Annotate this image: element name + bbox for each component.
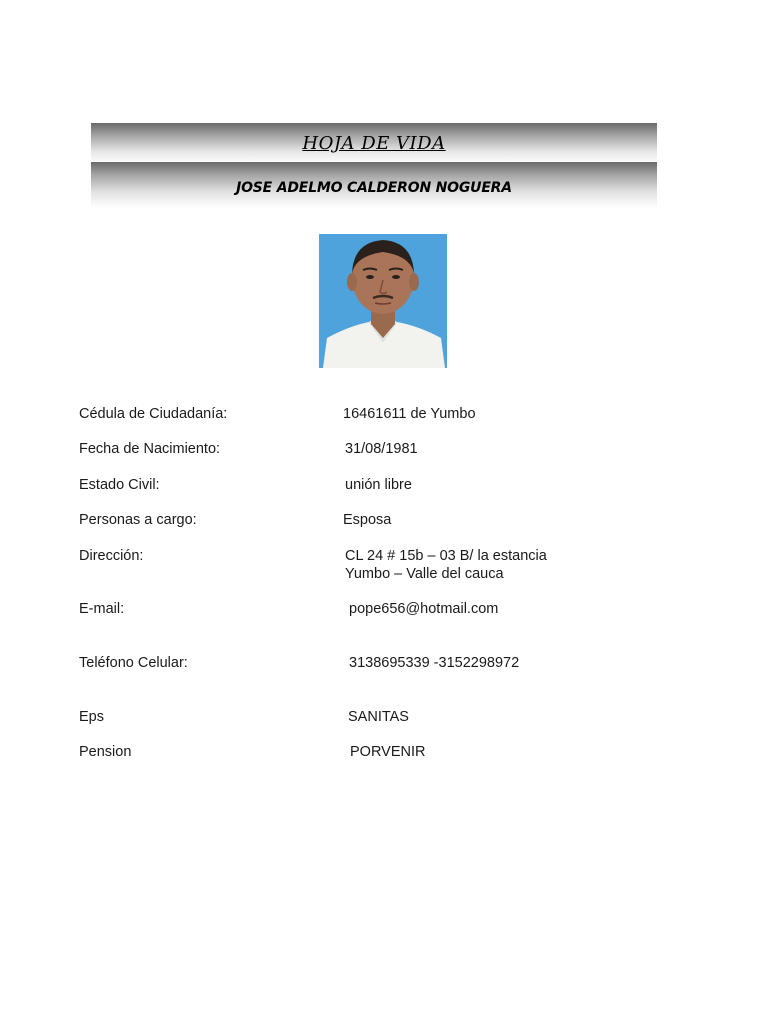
document-title: HOJA DE VIDA: [302, 133, 446, 154]
field-label: Eps: [79, 709, 104, 725]
field-value: CL 24 # 15b – 03 B/ la estancia: [345, 548, 547, 564]
field-value: SANITAS: [348, 709, 409, 725]
field-label: Personas a cargo:: [79, 512, 197, 528]
field-label: Teléfono Celular:: [79, 655, 188, 671]
field-label: Dirección:: [79, 548, 144, 564]
field-value: 16461611 de Yumbo: [343, 406, 476, 422]
field-label: Cédula de Ciudadanía:: [79, 406, 228, 422]
field-value: Esposa: [343, 512, 392, 528]
field-value: 3138695339 -3152298972: [349, 655, 520, 671]
field-label: Pension: [79, 744, 132, 760]
field-label: Fecha de Nacimiento:: [79, 441, 221, 457]
field-value: pope656@hotmail.com: [349, 601, 499, 617]
field-label: E-mail:: [79, 601, 125, 617]
profile-photo-image: [319, 234, 447, 368]
field-value: 31/08/1981: [345, 441, 418, 457]
field-value-line-2: Yumbo – Valle del cauca: [345, 566, 504, 582]
field-label: Estado Civil:: [79, 477, 160, 493]
profile-photo: [319, 234, 447, 368]
person-name: JOSE ADELMO CALDERON NOGUERA: [236, 180, 512, 196]
field-value: unión libre: [345, 477, 412, 493]
field-value: PORVENIR: [350, 744, 426, 760]
